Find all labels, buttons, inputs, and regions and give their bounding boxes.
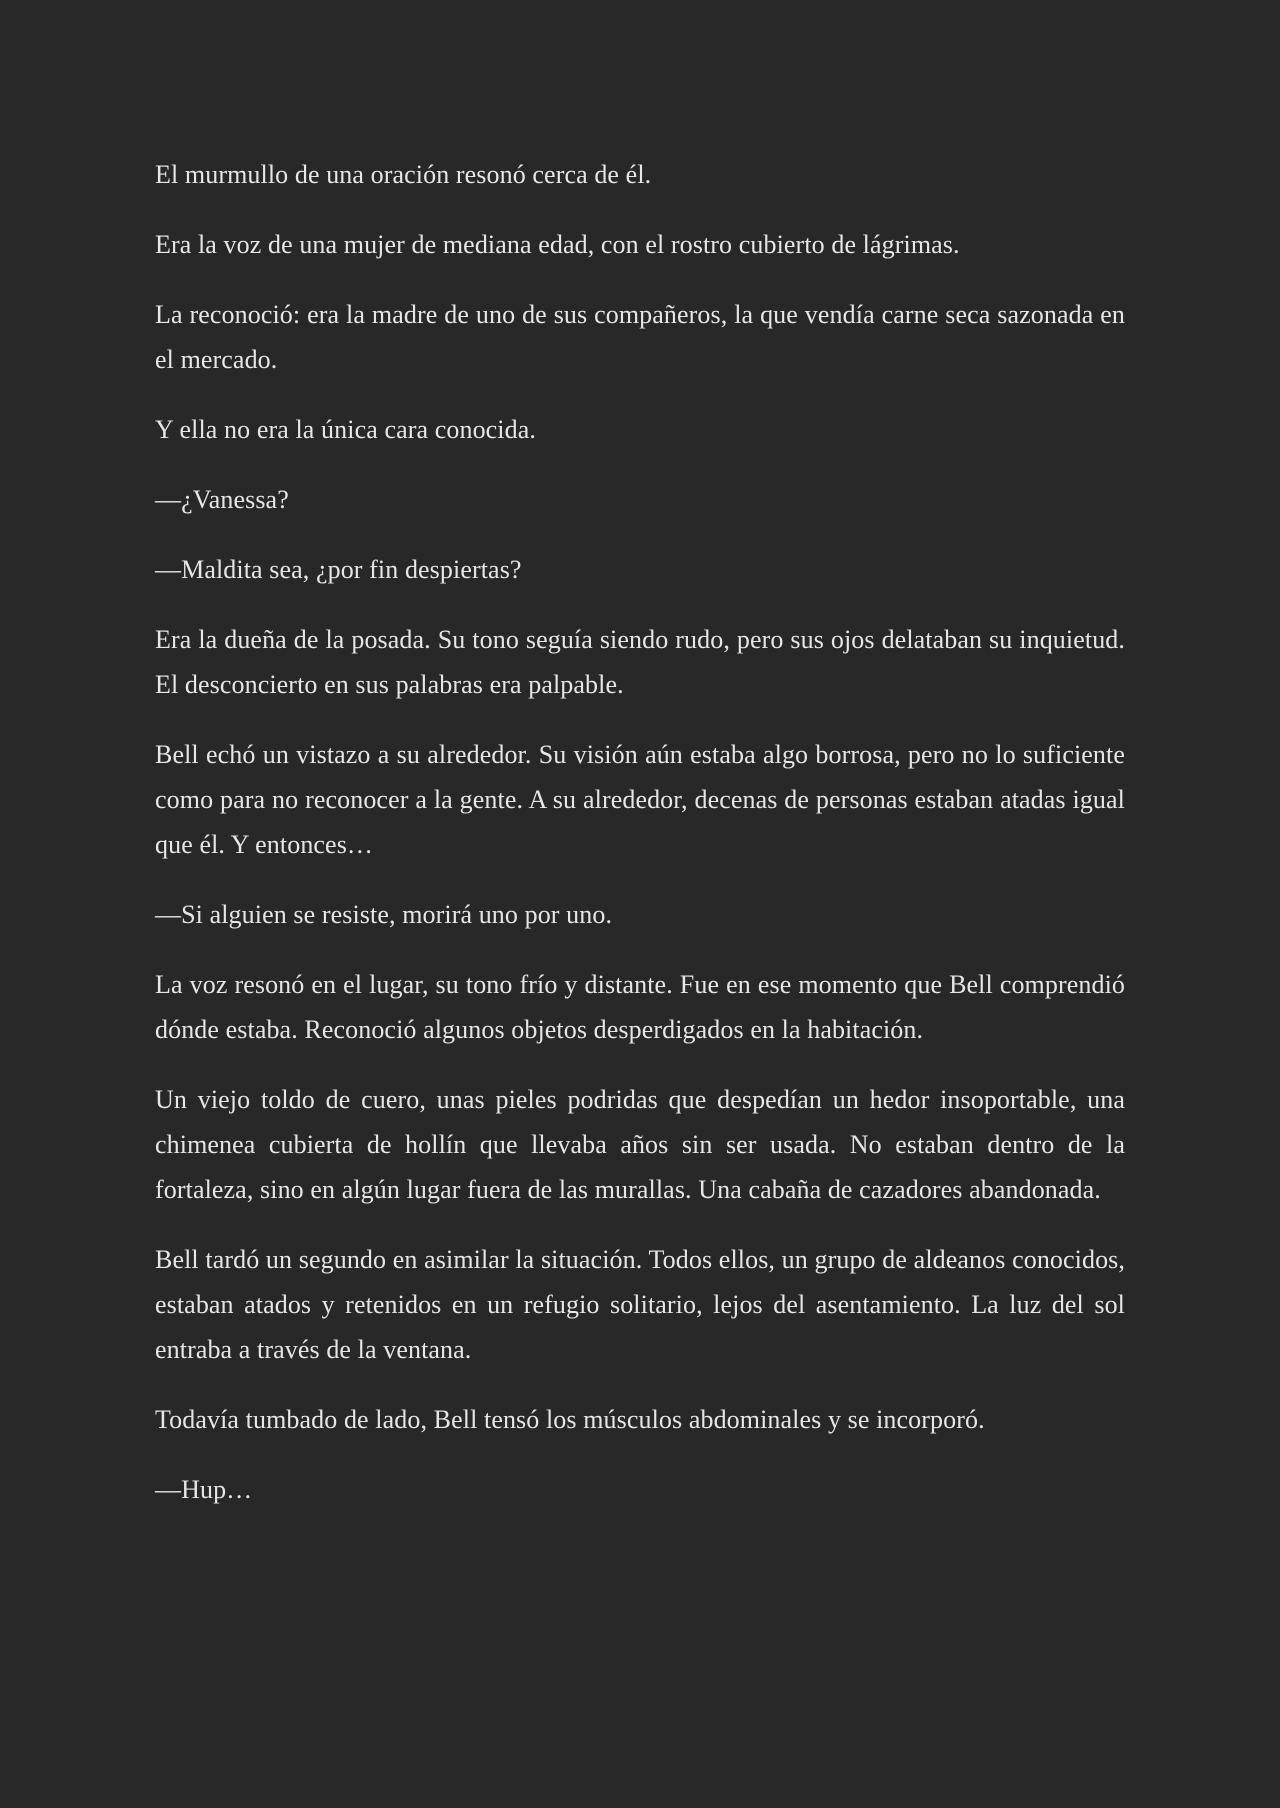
paragraph: Bell echó un vistazo a su alrededor. Su visión aún estaba algo borrosa, pero no lo suficiente como para no reconocer a la gente. A su alrededor, decenas de personas estaban atadas igual que él. Y entonces…	[155, 740, 1125, 859]
paragraph: Todavía tumbado de lado, Bell tensó los músculos abdominales y se incorporó.	[155, 1405, 985, 1434]
paragraph: Un viejo toldo de cuero, unas pieles podridas que despedían un hedor insoportable, una chimenea cubierta de hollín que llevaba años sin ser usada. No estaban dentro de la fortaleza, sino en algún lugar fuera de las murallas. Una cabaña de cazadores abandonada.	[155, 1085, 1125, 1204]
paragraph: La reconoció: era la madre de uno de sus compañeros, la que vendía carne seca sazonada en el mercado.	[155, 300, 1125, 374]
paragraph: El murmullo de una oración resonó cerca de él.	[155, 160, 652, 189]
dialogue-line: —Maldita sea, ¿por fin despiertas?	[155, 555, 522, 584]
paragraph: Bell tardó un segundo en asimilar la situación. Todos ellos, un grupo de aldeanos conocidos, estaban atados y retenidos en un refugio solitario, lejos del asentamiento. La luz del sol entraba a través de la ventana.	[155, 1245, 1125, 1364]
dialogue-line: —Hup…	[155, 1475, 253, 1504]
paragraph: Y ella no era la única cara conocida.	[155, 415, 536, 444]
paragraph: Era la dueña de la posada. Su tono seguía siendo rudo, pero sus ojos delataban su inquietud. El desconcierto en sus palabras era palpable.	[155, 625, 1125, 699]
paragraph: La voz resonó en el lugar, su tono frío y distante. Fue en ese momento que Bell comprendió dónde estaba. Reconoció algunos objetos desperdigados en la habitación.	[155, 970, 1125, 1044]
dialogue-line: —Si alguien se resiste, morirá uno por uno.	[155, 900, 613, 929]
paragraph: Era la voz de una mujer de mediana edad, con el rostro cubierto de lágrimas.	[155, 230, 960, 259]
dialogue-line: —¿Vanessa?	[155, 485, 289, 514]
